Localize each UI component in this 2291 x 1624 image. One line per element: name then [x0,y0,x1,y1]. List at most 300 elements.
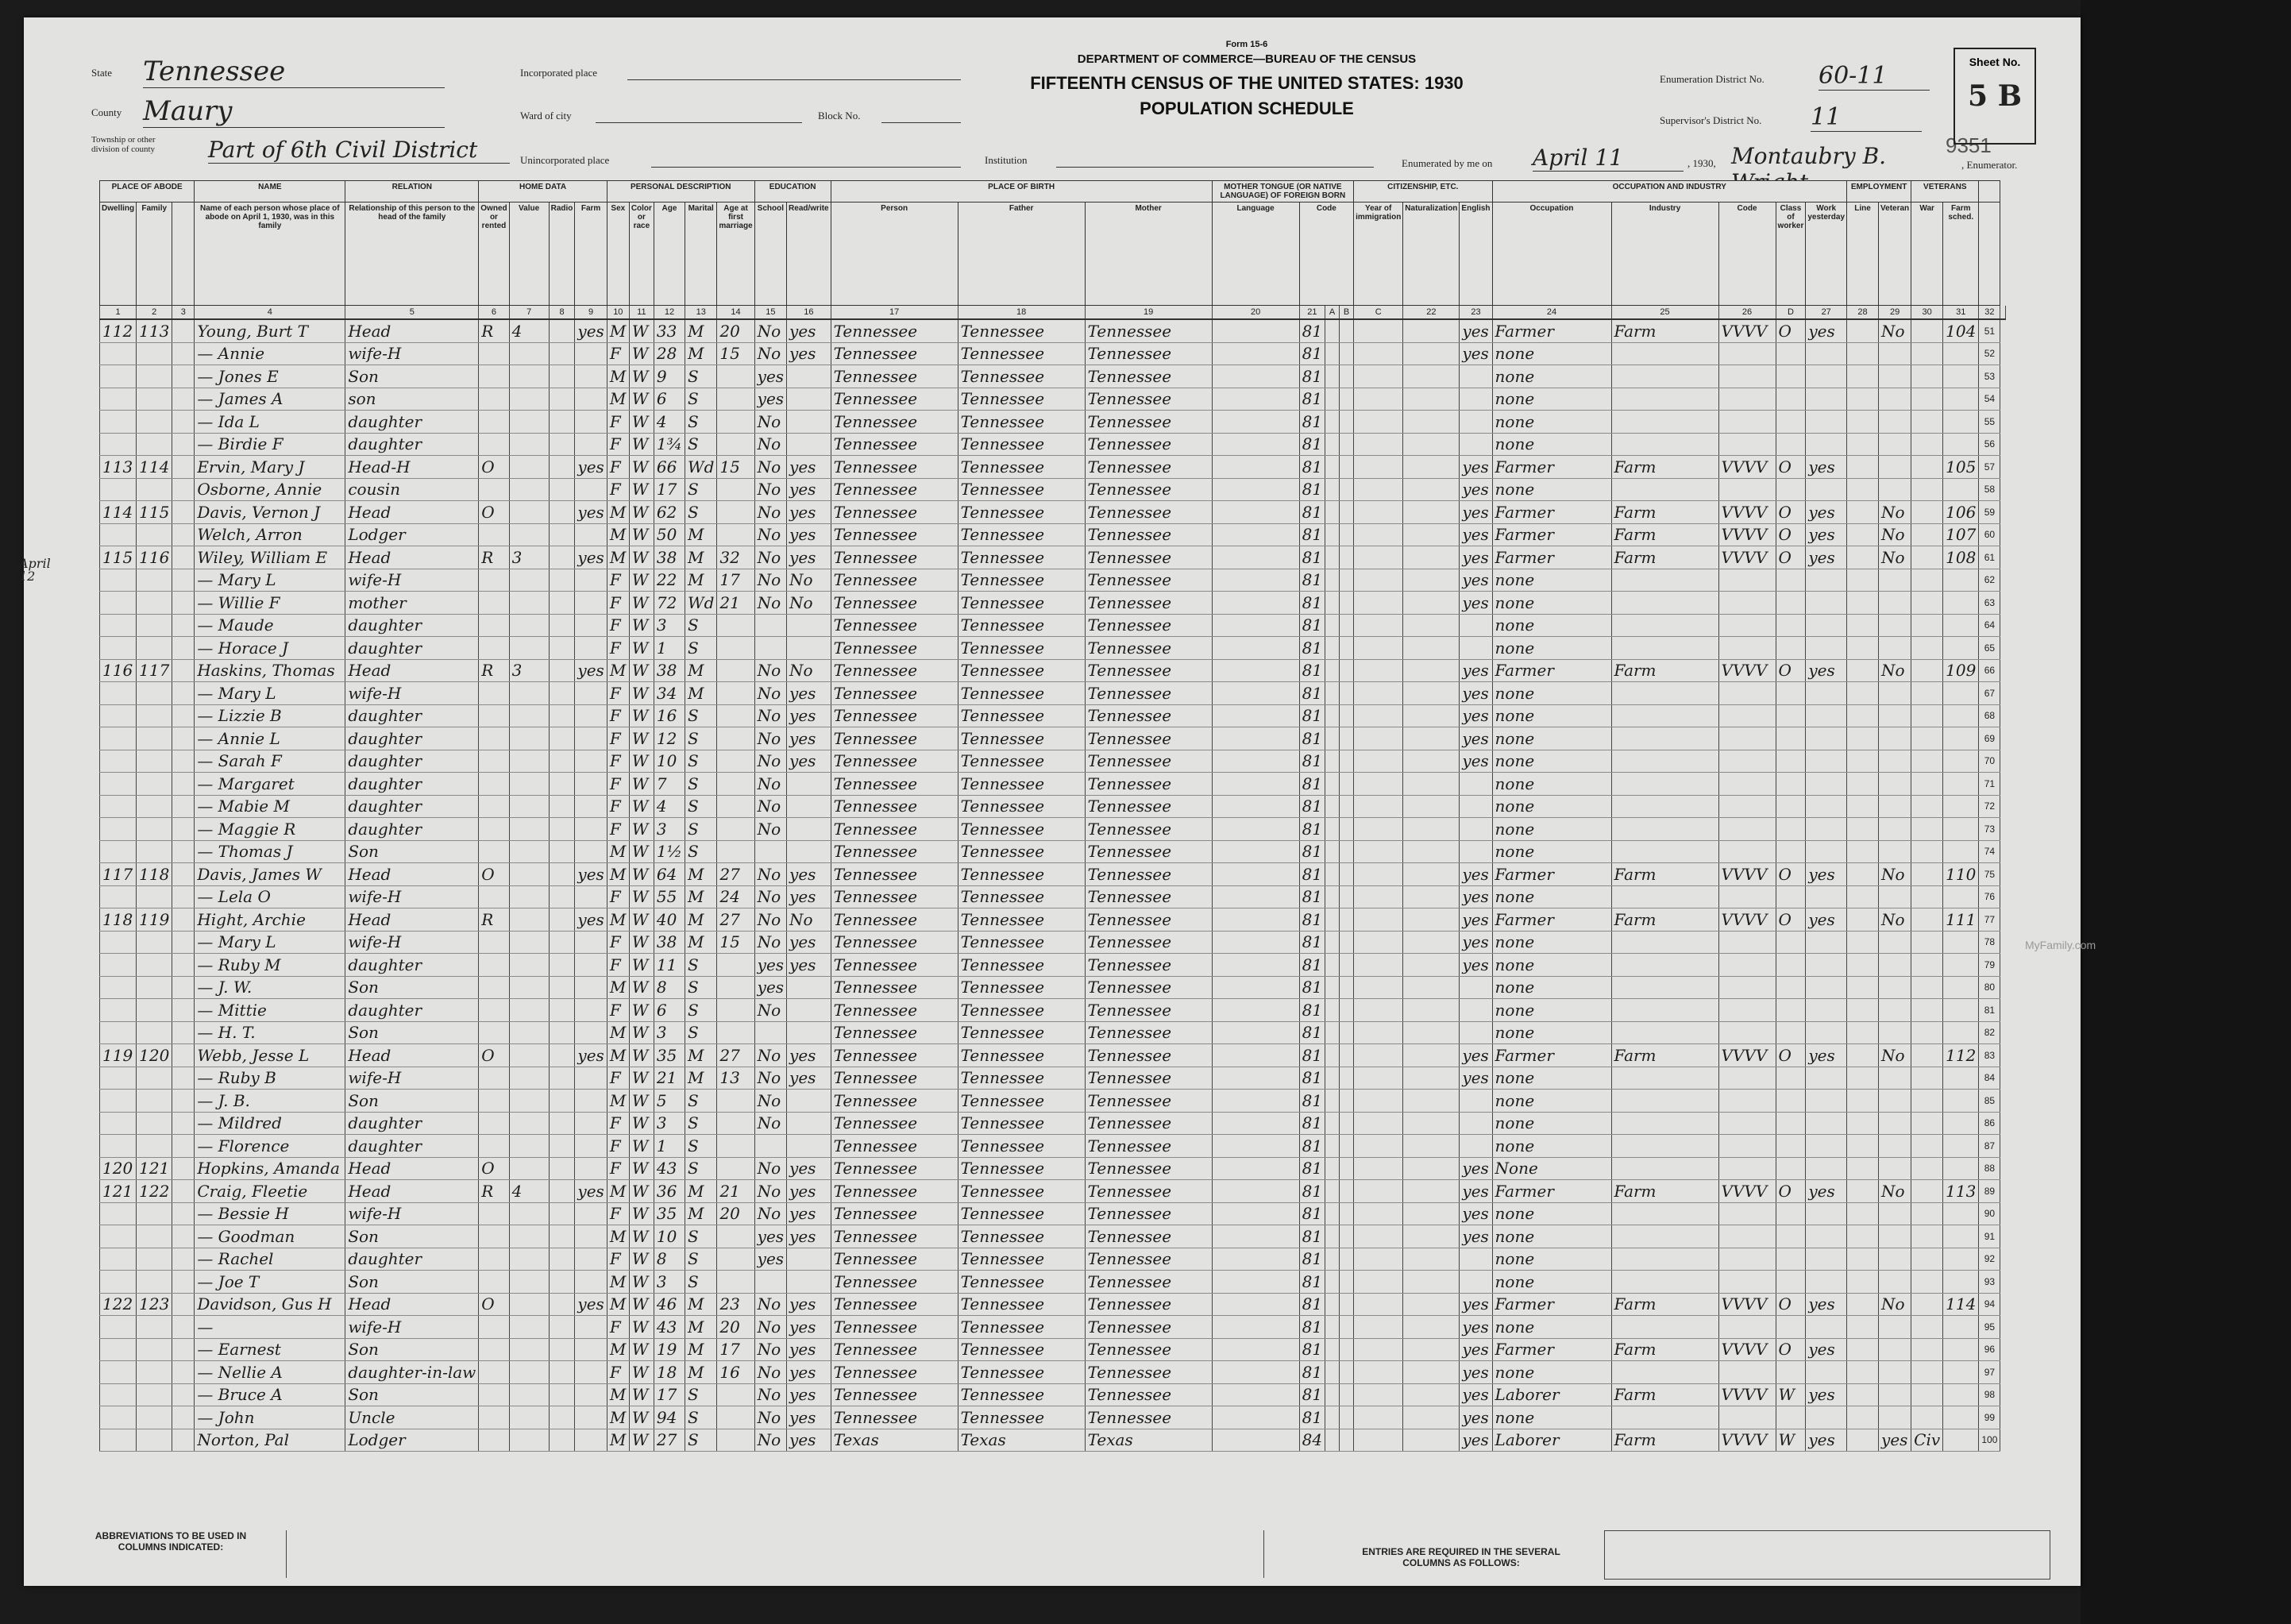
cell-mar: M [685,1180,717,1203]
cell-name: — Mildred [195,1112,345,1135]
cell-fm: 17 [717,569,754,592]
cell-own [479,388,509,411]
cell-own [479,795,509,818]
cell-fm [717,1383,754,1406]
cell-x [172,478,195,501]
cell-name: — Lizzie B [195,704,345,727]
cell-dw [100,411,137,434]
cell-x [172,614,195,637]
cell-lang [1212,931,1299,954]
cell-fam [137,1225,172,1248]
cell-cls: O [1776,501,1806,524]
cell-oc [1718,1112,1776,1135]
cell-ind: Farm [1611,501,1718,524]
cell-sched: 111 [1943,908,1979,932]
cell-ln2 [1847,523,1879,546]
cell-emp [1806,637,1847,660]
cell-cc [1340,885,1354,908]
cell-sch: No [754,456,786,479]
cell-rel: wife-H [345,885,479,908]
cell-x [172,773,195,796]
cell-fm: 21 [717,1180,754,1203]
cell-name: — Mary L [195,569,345,592]
cell-fam [137,365,172,388]
cell-fbp: Tennessee [958,750,1085,773]
cell-ln2 [1847,637,1879,660]
cell-age: 6 [654,999,685,1022]
cell-cc [1340,411,1354,434]
cell-race: W [629,1338,654,1361]
cell-dw: 115 [100,546,137,569]
cell-race: W [629,569,654,592]
cell-vet [1879,411,1911,434]
line-number: 92 [1979,1248,2000,1271]
cell-vet [1879,682,1911,705]
cell-cc [1340,931,1354,954]
cell-lang [1212,795,1299,818]
cell-fam: 122 [137,1180,172,1203]
cell-ln2 [1847,1361,1879,1384]
cell-sched [1943,1157,1979,1180]
cell-war [1911,456,1943,479]
cell-emp: yes [1806,1044,1847,1067]
cell-ind [1611,1067,1718,1090]
cell-bp: Tennessee [831,388,958,411]
cell-x [172,1112,195,1135]
cell-vet [1879,1225,1911,1248]
cell-occ: none [1492,388,1611,411]
cell-race: W [629,365,654,388]
cell-oc: VVVV [1718,908,1776,932]
cell-rd: yes [787,1293,831,1316]
cell-fbp: Tennessee [958,1112,1085,1135]
cell-dw [100,999,137,1022]
cell-fm: 21 [717,592,754,615]
cell-cc [1340,614,1354,637]
cell-code: 81 [1299,1090,1325,1113]
cell-sched [1943,1021,1979,1044]
cell-war [1911,773,1943,796]
cell-ln2 [1847,1157,1879,1180]
table-row [100,999,2006,1022]
cell-eng: yes [1460,1383,1492,1406]
cell-name: — Earnest [195,1338,345,1361]
cell-code: 81 [1299,1135,1325,1158]
cell-rd: No [787,592,831,615]
table-row [100,433,2006,456]
cell-sch: No [754,727,786,750]
cell-cb [1325,840,1340,863]
unincorporated-label: Unincorporated place [520,154,610,166]
sub-marital: Marital [685,203,717,306]
cell-mbp: Tennessee [1085,592,1212,615]
cell-own [479,433,509,456]
cell-mar: S [685,478,717,501]
cell-sex: F [607,931,629,954]
cell-rel: daughter [345,795,479,818]
cell-cc [1340,954,1354,977]
cell-sched [1943,750,1979,773]
cell-eng [1460,388,1492,411]
cell-mar: M [685,1044,717,1067]
cell-occ: none [1492,976,1611,999]
cell-rel: wife-H [345,931,479,954]
cell-fbp: Tennessee [958,931,1085,954]
cell-occ: none [1492,954,1611,977]
cell-name: Haskins, Thomas [195,659,345,682]
cell-cls [1776,1361,1806,1384]
cell-own: O [479,1293,509,1316]
cell-vet: No [1879,659,1911,682]
cell-bp: Tennessee [831,569,958,592]
cell-rel: son [345,388,479,411]
line-number: 95 [1979,1316,2000,1339]
cell-x [172,795,195,818]
table-row [100,1293,2006,1316]
cell-eng: yes [1460,546,1492,569]
cell-name: Davidson, Gus H [195,1293,345,1316]
cell-race: W [629,976,654,999]
cell-lang [1212,478,1299,501]
cell-oc [1718,1271,1776,1294]
cell-cb [1325,704,1340,727]
cell-val [509,840,549,863]
cell-emp: yes [1806,1180,1847,1203]
cell-eng [1460,795,1492,818]
cell-farm: yes [575,1044,607,1067]
table-row [100,863,2006,886]
cell-eng: yes [1460,478,1492,501]
cell-ind [1611,954,1718,977]
cell-emp [1806,1316,1847,1339]
cell-age: 28 [654,342,685,365]
cell-imm [1354,592,1403,615]
cell-vet [1879,1067,1911,1090]
cell-cc [1340,727,1354,750]
cell-sch: No [754,592,786,615]
cell-sched [1943,682,1979,705]
cell-age: 4 [654,411,685,434]
cell-sched: 107 [1943,523,1979,546]
cell-nat [1403,319,1460,342]
cell-rel: Head [345,908,479,932]
cell-farm [575,1429,607,1452]
cell-age: 10 [654,1225,685,1248]
cell-emp [1806,954,1847,977]
sub-industry: Industry [1611,203,1718,306]
column-number: 15 [754,306,786,320]
cell-cls [1776,1271,1806,1294]
cell-radio [549,1135,575,1158]
cell-oc [1718,433,1776,456]
cell-occ: none [1492,365,1611,388]
cell-cb [1325,1338,1340,1361]
cell-fbp: Tennessee [958,1383,1085,1406]
cell-fam [137,885,172,908]
cell-vet [1879,637,1911,660]
cell-age: 35 [654,1044,685,1067]
column-number: 23 [1460,306,1492,320]
cell-race: W [629,908,654,932]
cell-rd: yes [787,456,831,479]
cell-x [172,885,195,908]
cell-mbp: Tennessee [1085,523,1212,546]
cell-imm [1354,546,1403,569]
cell-name: — Mabie M [195,795,345,818]
cell-farm [575,1248,607,1271]
cell-mbp: Tennessee [1085,319,1212,342]
cell-code: 81 [1299,456,1325,479]
institution-label: Institution [985,154,1028,166]
cell-fam: 116 [137,546,172,569]
cell-bp: Tennessee [831,1248,958,1271]
enumeration-date: April 11 [1533,145,1684,172]
cell-cb [1325,433,1340,456]
cell-emp [1806,1248,1847,1271]
cell-fm [717,727,754,750]
table-row [100,1135,2006,1158]
cell-cls: O [1776,659,1806,682]
sd-label: Supervisor's District No. [1660,114,1762,126]
cell-cls [1776,388,1806,411]
cell-fbp: Tennessee [958,863,1085,886]
cell-sex: M [607,1406,629,1429]
cell-age: 21 [654,1067,685,1090]
cell-sch: No [754,999,786,1022]
cell-sex: F [607,1135,629,1158]
cell-cls: O [1776,1293,1806,1316]
cell-sched [1943,1406,1979,1429]
cell-race: W [629,795,654,818]
cell-code: 81 [1299,1338,1325,1361]
cell-vet [1879,795,1911,818]
cell-x [172,1135,195,1158]
cell-bp: Tennessee [831,773,958,796]
cell-nat [1403,1361,1460,1384]
cell-x [172,342,195,365]
cell-nat [1403,1338,1460,1361]
cell-occ: Farmer [1492,523,1611,546]
cell-ind [1611,885,1718,908]
cell-name: Norton, Pal [195,1429,345,1452]
cell-age: 46 [654,1293,685,1316]
cell-name: — Maggie R [195,818,345,841]
cell-age: 3 [654,1112,685,1135]
cell-ind [1611,1157,1718,1180]
cell-rd [787,614,831,637]
sub-race: Color or race [629,203,654,306]
cell-x [172,750,195,773]
line-number: 71 [1979,773,2000,796]
cell-cb [1325,1135,1340,1158]
cell-ln2 [1847,342,1879,365]
cell-eng: yes [1460,704,1492,727]
cell-rd [787,365,831,388]
cell-cls: O [1776,1180,1806,1203]
cell-name: — Goodman [195,1225,345,1248]
cell-fam [137,1316,172,1339]
cell-code: 81 [1299,1271,1325,1294]
cell-fm: 27 [717,863,754,886]
cell-ln2 [1847,1316,1879,1339]
cell-cb [1325,727,1340,750]
cell-fam: 115 [137,501,172,524]
sub-sex: Sex [607,203,629,306]
line-number: 78 [1979,931,2000,954]
cell-vet: No [1879,546,1911,569]
cell-bp: Tennessee [831,750,958,773]
cell-war [1911,908,1943,932]
cell-fm: 15 [717,342,754,365]
cell-code: 81 [1299,637,1325,660]
cell-eng: yes [1460,1225,1492,1248]
cell-vet [1879,1112,1911,1135]
cell-eng [1460,818,1492,841]
cell-radio [549,1271,575,1294]
cell-race: W [629,1202,654,1225]
column-number: 17 [831,306,958,320]
cell-ln2 [1847,750,1879,773]
cell-race: W [629,1180,654,1203]
cell-cb [1325,342,1340,365]
cell-ind [1611,727,1718,750]
cell-war: Civ [1911,1429,1943,1452]
cell-ind [1611,342,1718,365]
cell-bp: Tennessee [831,976,958,999]
cell-war [1911,1271,1943,1294]
cell-dw [100,365,137,388]
cell-age: 9 [654,365,685,388]
cell-imm [1354,501,1403,524]
cell-nat [1403,1406,1460,1429]
cell-code: 81 [1299,727,1325,750]
cell-imm [1354,1067,1403,1090]
cell-age: 11 [654,954,685,977]
cell-oc [1718,1361,1776,1384]
cell-bp: Texas [831,1429,958,1452]
cell-age: 66 [654,456,685,479]
cell-war [1911,1383,1943,1406]
cell-rel: wife-H [345,342,479,365]
cell-val [509,592,549,615]
cell-race: W [629,1248,654,1271]
cell-dw [100,569,137,592]
cell-bp: Tennessee [831,1406,958,1429]
cell-cc [1340,523,1354,546]
cell-val [509,908,549,932]
cell-x [172,659,195,682]
cell-bp: Tennessee [831,1225,958,1248]
cell-val [509,773,549,796]
cell-ln2 [1847,365,1879,388]
cell-nat [1403,569,1460,592]
cell-farm [575,1383,607,1406]
cell-radio [549,976,575,999]
cell-fam: 119 [137,908,172,932]
cell-x [172,1044,195,1067]
cell-mbp: Tennessee [1085,1406,1212,1429]
cell-vet [1879,954,1911,977]
cell-mar: S [685,999,717,1022]
cell-mar: M [685,523,717,546]
cell-bp: Tennessee [831,1157,958,1180]
cell-farm [575,818,607,841]
cell-radio [549,1248,575,1271]
cell-rel: Son [345,1271,479,1294]
cell-eng: yes [1460,659,1492,682]
cell-sch: No [754,1202,786,1225]
cell-cc [1340,342,1354,365]
cell-cc [1340,818,1354,841]
cell-emp [1806,885,1847,908]
cell-bp: Tennessee [831,1202,958,1225]
cell-ln2 [1847,1135,1879,1158]
cell-radio [549,704,575,727]
cell-occ: none [1492,773,1611,796]
cell-sch: No [754,1157,786,1180]
cell-rel: Head [345,1293,479,1316]
cell-race: W [629,546,654,569]
cell-rel: daughter [345,614,479,637]
cell-nat [1403,704,1460,727]
cell-lang [1212,840,1299,863]
cell-sex: M [607,1271,629,1294]
cell-sch: No [754,682,786,705]
cell-lang [1212,727,1299,750]
table-row [100,1021,2006,1044]
cell-val [509,1271,549,1294]
cell-own [479,682,509,705]
cell-fm [717,411,754,434]
cell-nat [1403,523,1460,546]
cell-mar: S [685,773,717,796]
cell-race: W [629,1067,654,1090]
cell-rd [787,1112,831,1135]
cell-cc [1340,1090,1354,1113]
cell-emp [1806,1021,1847,1044]
cell-nat [1403,931,1460,954]
cell-bp: Tennessee [831,433,958,456]
cell-oc [1718,1157,1776,1180]
cell-eng: yes [1460,501,1492,524]
cell-dw: 117 [100,863,137,886]
cell-mar: M [685,931,717,954]
cell-fm [717,1135,754,1158]
cell-sched [1943,999,1979,1022]
cell-mar: S [685,388,717,411]
cell-fm [717,388,754,411]
cell-occ: none [1492,682,1611,705]
cell-sch: yes [754,365,786,388]
cell-cb [1325,546,1340,569]
cell-own [479,614,509,637]
cell-farm: yes [575,501,607,524]
cell-fm [717,1090,754,1113]
cell-mbp: Tennessee [1085,750,1212,773]
cell-eng: yes [1460,1180,1492,1203]
cell-val [509,1361,549,1384]
cell-lang [1212,773,1299,796]
cell-lang [1212,1044,1299,1067]
cell-rel: daughter [345,750,479,773]
cell-nat [1403,614,1460,637]
cell-oc [1718,1406,1776,1429]
line-number: 100 [1979,1429,2000,1452]
cell-fam [137,1429,172,1452]
line-number: 60 [1979,523,2000,546]
cell-war [1911,954,1943,977]
cell-race: W [629,1293,654,1316]
